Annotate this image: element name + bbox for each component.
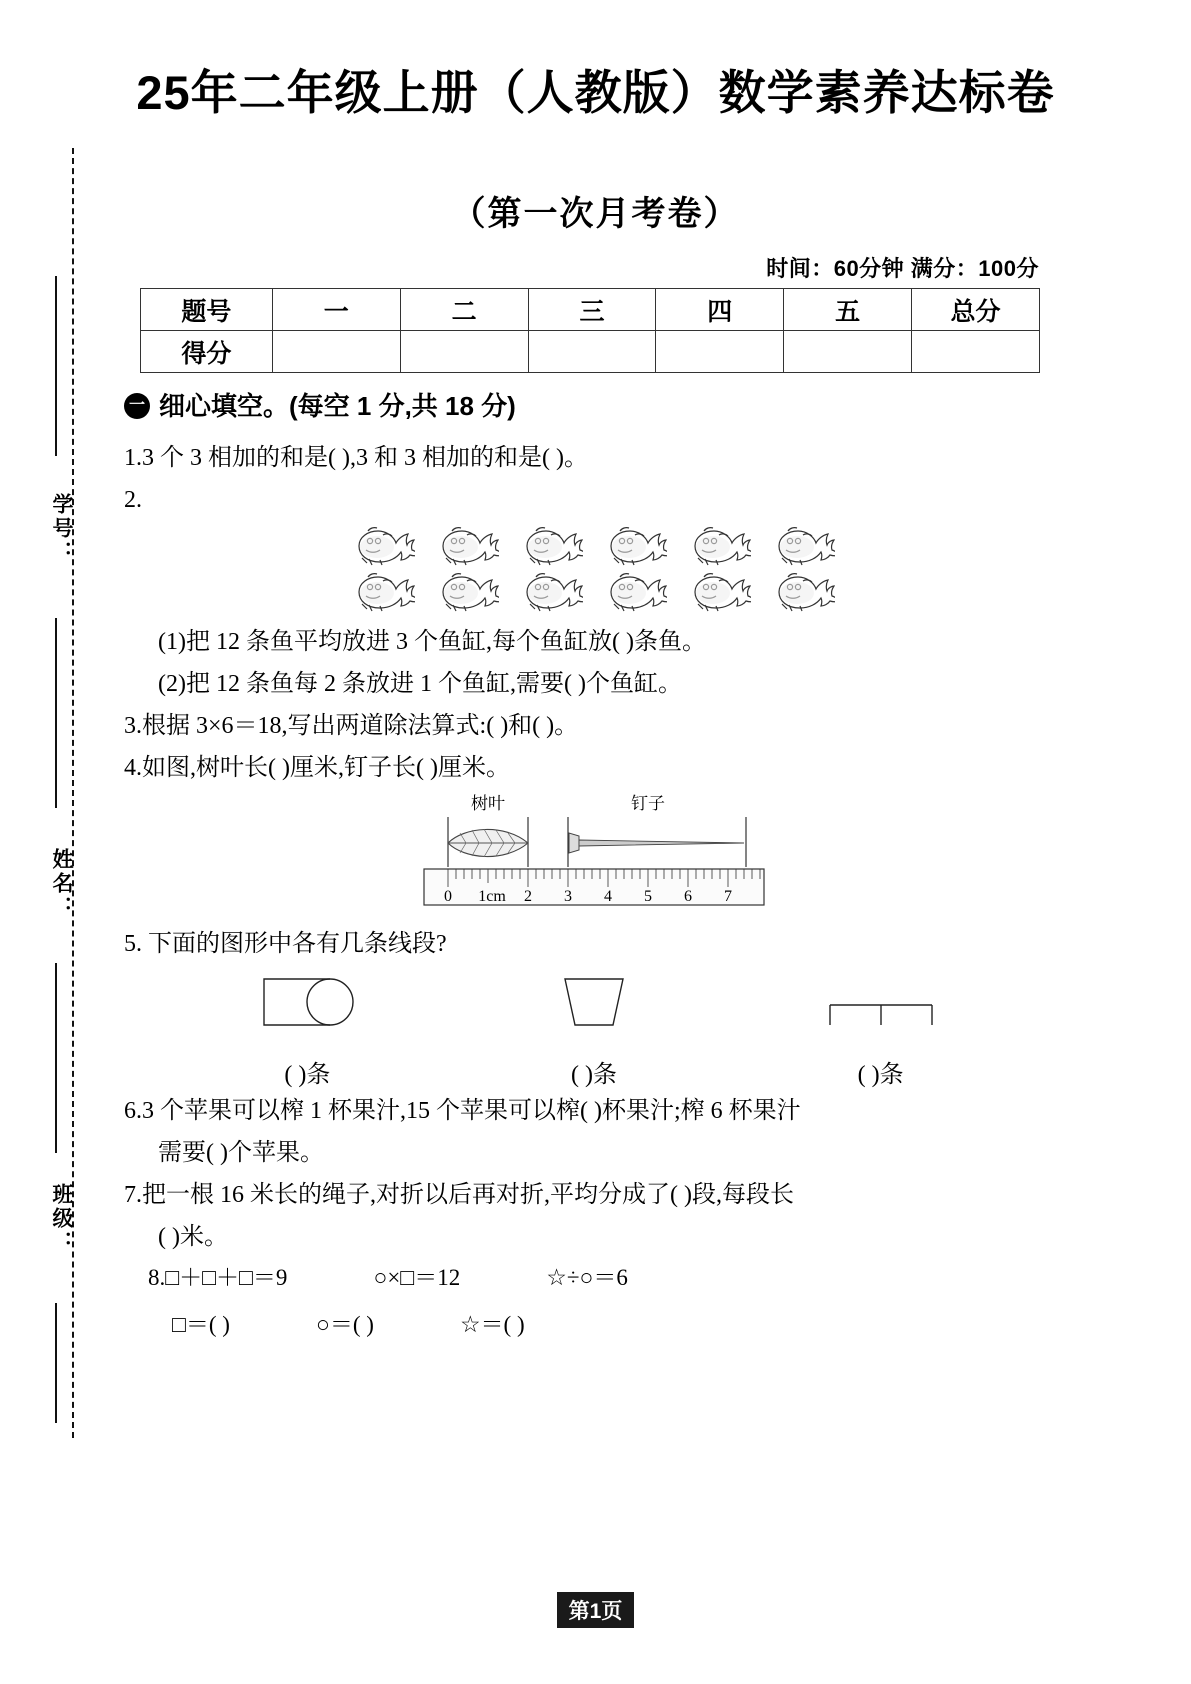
question-5-shapes <box>124 971 1064 1091</box>
fish-icon <box>437 525 499 567</box>
question-8-expr-2: ○×□＝12 <box>373 1264 461 1290</box>
question-8-answer-3: ☆＝( ) <box>459 1311 525 1337</box>
nail-label: 钉子 <box>631 794 665 814</box>
side-label-student-id: 学号： <box>50 493 73 565</box>
side-rule <box>55 963 57 1153</box>
bracket-segments-shape-icon <box>816 971 946 1033</box>
score-table-col-1: 一 <box>272 289 400 331</box>
table-row-header <box>141 289 1040 331</box>
side-rule <box>55 618 57 808</box>
section-heading <box>124 388 1064 425</box>
score-cell-5[interactable] <box>784 331 912 373</box>
table-row-scores <box>141 331 1040 373</box>
ruler-figure <box>124 793 1064 911</box>
fish-icon <box>605 525 667 567</box>
fish-illustration <box>124 525 1064 613</box>
score-table-col-4: 四 <box>656 289 784 331</box>
svg-text:0: 0 <box>444 888 452 906</box>
side-rule <box>55 276 57 456</box>
fish-icon <box>437 571 499 613</box>
question-6-line-2: 需要( )个苹果。 <box>158 1139 324 1166</box>
score-table-col-total: 总分 <box>912 289 1040 331</box>
question-8-answer-1: □＝( ) <box>172 1311 230 1337</box>
question-7-line-1: 7.把一根 16 米长的绳子,对折以后再对折,平均分成了( )段,每段长 <box>124 1181 794 1208</box>
score-table-col-5: 五 <box>784 289 912 331</box>
score-table-row-label-score: 得分 <box>141 331 273 373</box>
score-table <box>140 288 1040 373</box>
section-number-badge: 一 <box>124 393 150 419</box>
rounded-rectangle-shape-icon <box>242 971 372 1033</box>
shape-3-answer-blank: ( )条 <box>857 1061 904 1088</box>
question-2-number: 2. <box>124 486 142 513</box>
question-2-sub-1: (1)把 12 条鱼平均放进 3 个鱼缸,每个鱼缸放( )条鱼。 <box>158 629 706 656</box>
fish-icon <box>521 571 583 613</box>
shape-cell-2 <box>529 971 659 1091</box>
question-8-expressions <box>148 1262 1064 1295</box>
svg-text:4: 4 <box>604 888 612 906</box>
page-footer <box>0 1592 1191 1628</box>
side-label-class: 班级： <box>50 1183 73 1255</box>
fish-icon <box>521 525 583 567</box>
shape-1-answer-blank: ( )条 <box>284 1061 331 1088</box>
question-6-line-1: 6.3 个苹果可以榨 1 杯果汁,15 个苹果可以榨( )杯果汁;榨 6 杯果汁 <box>124 1097 801 1124</box>
exam-meta-info: 时间：60分钟 满分：100分 <box>766 256 1039 281</box>
leaf-label: 树叶 <box>471 794 505 814</box>
question-8-answers <box>148 1309 1064 1342</box>
question-8-expr-1: 8.□＋□＋□＝9 <box>148 1264 288 1290</box>
fish-icon <box>773 571 835 613</box>
shape-cell-3 <box>816 971 946 1091</box>
page-title: 25年二年级上册（人教版）数学素养达标卷 <box>136 66 1055 119</box>
question-2-sub-2: (2)把 12 条鱼每 2 条放进 1 个鱼缸,需要( )个鱼缸。 <box>158 671 682 698</box>
svg-text:1cm: 1cm <box>478 888 506 906</box>
exam-content <box>124 388 1064 1341</box>
question-8-answer-2: ○＝( ) <box>315 1311 374 1337</box>
score-table-col-2: 二 <box>400 289 528 331</box>
question-7-line-2: ( )米。 <box>158 1223 228 1250</box>
fish-icon <box>689 571 751 613</box>
score-table-col-3: 三 <box>528 289 656 331</box>
question-8-expr-3: ☆÷○＝6 <box>546 1264 628 1290</box>
fish-icon <box>353 525 415 567</box>
side-label-group <box>36 148 76 1438</box>
side-label-name: 姓名： <box>50 848 73 920</box>
score-cell-4[interactable] <box>656 331 784 373</box>
score-cell-2[interactable] <box>400 331 528 373</box>
question-5: 5. 下面的图形中各有几条线段? <box>124 931 447 958</box>
fish-row <box>124 571 1064 613</box>
ruler-diagram-svg <box>416 793 772 911</box>
score-table-row-label: 题号 <box>141 289 273 331</box>
fish-icon <box>353 571 415 613</box>
side-rule <box>55 1303 57 1423</box>
shape-2-answer-blank: ( )条 <box>570 1061 617 1088</box>
leaf-shape <box>448 829 528 857</box>
svg-text:7: 7 <box>724 888 732 906</box>
score-cell-1[interactable] <box>272 331 400 373</box>
page-subtitle: （第一次月考卷） <box>451 195 740 233</box>
trapezoid-shape-icon <box>529 971 659 1033</box>
question-4: 4.如图,树叶长( )厘米,钉子长( )厘米。 <box>124 755 510 782</box>
fish-icon <box>773 525 835 567</box>
score-cell-total[interactable] <box>912 331 1040 373</box>
fish-icon <box>605 571 667 613</box>
question-1: 1.3 个 3 相加的和是( ),3 和 3 相加的和是( )。 <box>124 444 588 471</box>
svg-text:2: 2 <box>524 888 532 906</box>
fish-row <box>124 525 1064 567</box>
svg-text:6: 6 <box>684 888 692 906</box>
section-heading-text: 细心填空。(每空 1 分,共 18 分) <box>159 391 516 421</box>
shape-cell-1 <box>242 971 372 1091</box>
fish-icon <box>689 525 751 567</box>
nail-shape <box>569 833 744 853</box>
page-number-badge: 第1页 <box>557 1592 635 1628</box>
question-3: 3.根据 3×6＝18,写出两道除法算式:( )和( )。 <box>124 713 579 740</box>
score-cell-3[interactable] <box>528 331 656 373</box>
svg-text:3: 3 <box>564 888 572 906</box>
svg-text:5: 5 <box>644 888 652 906</box>
